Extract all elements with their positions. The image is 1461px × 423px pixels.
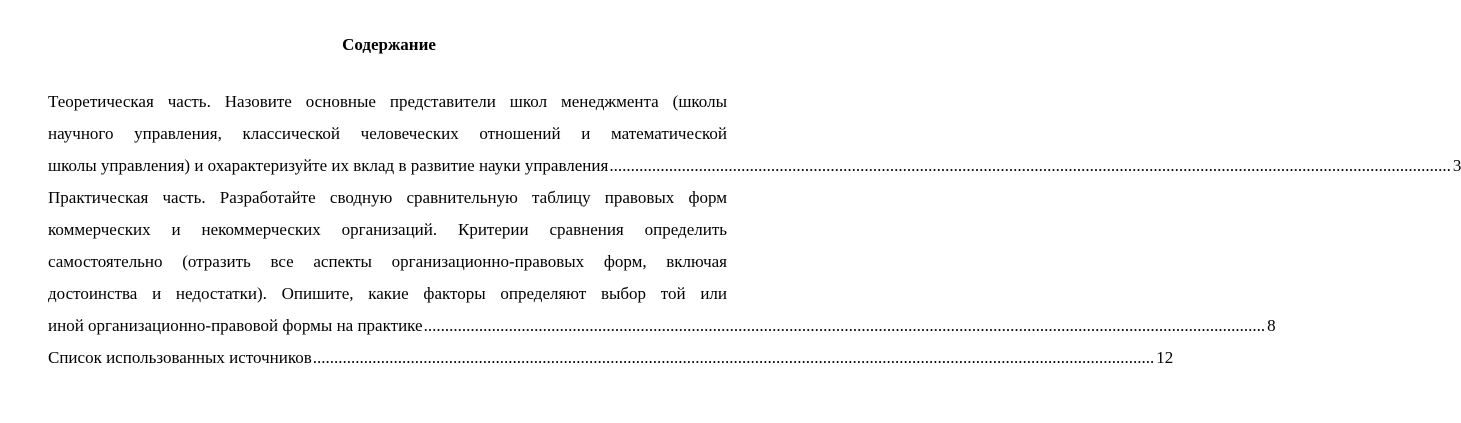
toc-leader-dots: ...................................................................................................................................................................................................... [423,316,1266,335]
toc-page-number: 12 [1156,348,1174,367]
toc-entry-text: школы управления) и охарактеризуйте их вклад в развитие науки управления [48,156,609,175]
toc-entry-line: Теоретическая часть. Назовите основные представители школ менеджмента (школы [48,92,727,111]
toc-entry-text: Список использованных источников [48,348,312,367]
toc-entry-last-line [48,310,1276,342]
toc-entry-last-line [48,150,1461,182]
toc-entry-theory [48,86,1461,182]
toc-entry-line: Практическая часть. Разработайте сводную сравнительную таблицу правовых форм [48,188,727,207]
toc-entry-sources [48,342,1174,374]
toc-entry-line: достоинства и недостатки). Опишите, какие факторы определяют выбор той или [48,284,727,303]
toc-entry-line: самостоятельно (отразить все аспекты организационно-правовых форм, включая [48,252,727,271]
toc-page-number: 3 [1452,156,1461,175]
toc-title: Содержание [342,35,436,54]
toc-entry-line: научного управления, классической человеческих отношений и математической [48,124,727,143]
toc-entry-text: иной организационно-правовой формы на практике [48,316,423,335]
toc-entry-line: коммерческих и некоммерческих организаций. Критерии сравнения определить [48,220,727,239]
toc-leader-dots: ...................................................................................................................................................................................................... [609,156,1451,175]
toc-entry-last-line [48,342,1174,374]
toc-leader-dots: ...................................................................................................................................................................................................... [312,348,1155,367]
toc-entry-practice [48,182,1276,342]
toc-page-number: 8 [1267,316,1276,335]
